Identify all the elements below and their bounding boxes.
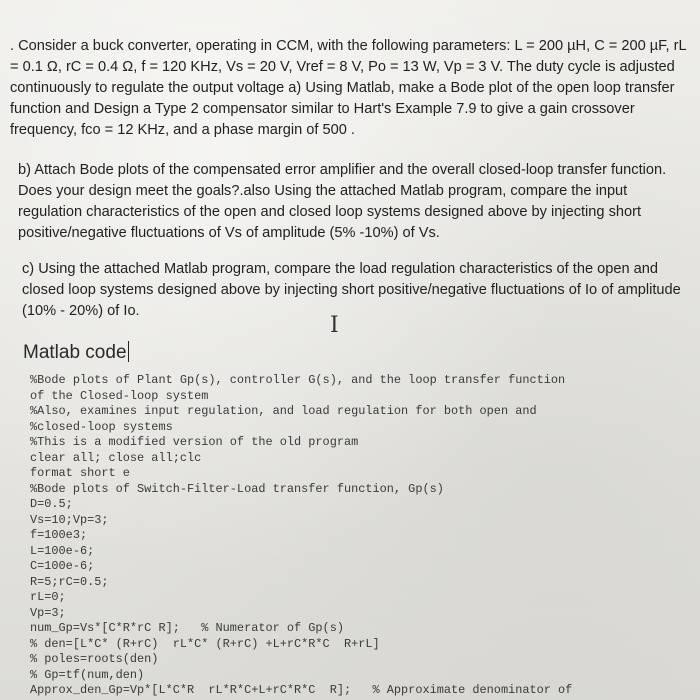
code-line: Vp=3; bbox=[30, 605, 66, 620]
code-line: R=5;rC=0.5; bbox=[30, 574, 109, 589]
code-line: %This is a modified version of the old program bbox=[30, 435, 359, 449]
code-line: format short e bbox=[30, 466, 130, 480]
code-line: rL=0; bbox=[30, 590, 66, 604]
code-line: %Also, examines input regulation, and load regulation for both open and bbox=[30, 404, 537, 418]
text-caret bbox=[128, 341, 130, 362]
question-part-a: . Consider a buck converter, operating in CCM, with the following parameters: L = 200 µH, C = 200 µF, rL = 0.1 Ω, rC = 0.4 Ω, f = 120 KHz, Vs = 20 V, Vref = 8 V, Po = 13 W, Vp = 3 V. The duty cycle is adjusted continuously to regulate the output voltage a) Using Matlab, make a Bode plot of the open loop transfer function and Design a Type 2 compensator similar to Hart's Example 7.9 to give a gain crossover frequency, fco = 12 KHz, and a phase margin of 500 . bbox=[10, 38, 687, 138]
code-line: %Bode plots of Switch-Filter-Load transfer function, Gp(s) bbox=[30, 481, 444, 496]
code-line: L=100e-6; bbox=[30, 543, 95, 558]
code-line: num_Gp=Vs*[C*R*rC R]; % Numerator of Gp(s) bbox=[30, 621, 344, 635]
matlab-heading[interactable] bbox=[23, 341, 129, 364]
code-line: of the Closed-loop system bbox=[30, 388, 209, 403]
code-line: C=100e-6; bbox=[30, 559, 95, 573]
question-part-c: c) Using the attached Matlab program, compare the load regulation characteristics of the open and closed loop systems designed above by injecting short positive/negative fluctuations of Io of amplitude (10% - 20%) of Io. bbox=[22, 261, 681, 319]
code-line: f=100e3; bbox=[30, 528, 88, 542]
code-line: %closed-loop systems bbox=[30, 419, 173, 434]
code-line: clear all; close all;clc bbox=[30, 450, 202, 465]
code-line: % den=[L*C* (R+rC) rL*C* (R+rC) +L+rC*R*C R+rL] bbox=[30, 636, 380, 651]
matlab-heading-text: Matlab code bbox=[23, 342, 127, 363]
text-cursor-icon: I bbox=[330, 313, 339, 338]
code-line: % poles=roots(den) bbox=[30, 652, 159, 666]
code-line: Vs=10;Vp=3; bbox=[30, 512, 109, 527]
code-line: D=0.5; bbox=[30, 497, 73, 511]
question-part-b: b) Attach Bode plots of the compensated error amplifier and the overall closed-loop transfer function. Does your design meet the goals?.also Using the attached Matlab program, compare the input regulation characteristics of the open and closed loop systems designed above by injecting short positive/negative fluctuations of Vs of amplitude (5% -10%) of Vs. bbox=[18, 162, 667, 241]
code-line: %Bode plots of Plant Gp(s), controller G(s), and the loop transfer function bbox=[30, 373, 566, 387]
matlab-code-block bbox=[30, 373, 695, 699]
code-line: % Gp=tf(num,den) bbox=[30, 667, 145, 682]
code-line: Approx_den_Gp=Vp*[L*C*R rL*R*C+L+rC*R*C R]; % Approximate denominator of bbox=[30, 683, 573, 697]
